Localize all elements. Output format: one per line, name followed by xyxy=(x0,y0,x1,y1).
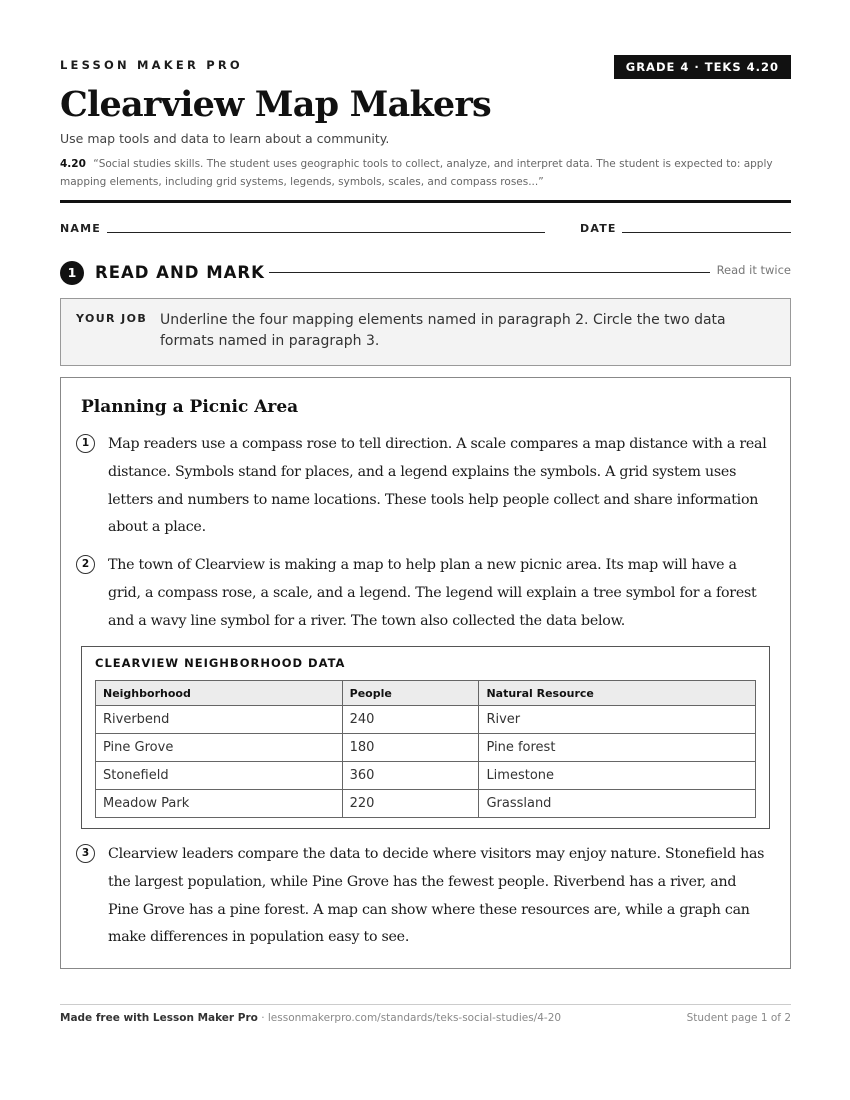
your-job-label: YOUR JOB xyxy=(76,312,148,325)
footer-url[interactable]: lessonmakerpro.com/standards/teks-social-studies/4-20 xyxy=(267,1012,562,1024)
standard-text: “Social studies skills. The student uses geographic tools to collect, analyze, and interpret data. The student is expected to: apply mapping elements, including grid systems, legends, symbols, scales, and compass roses...” xyxy=(60,158,773,188)
footer-page-number: Student page 1 of 2 xyxy=(686,1012,791,1024)
your-job-instructions: Underline the four mapping elements named in paragraph 2. Circle the two data formats named in paragraph 3. xyxy=(160,312,726,349)
section-note: Read it twice xyxy=(716,263,791,277)
date-field[interactable] xyxy=(622,232,791,233)
footer-separator: · xyxy=(257,1012,268,1024)
grade-badge: GRADE 4 · TEKS 4.20 xyxy=(614,55,791,79)
standard-statement xyxy=(60,156,791,191)
column-header: Natural Resource xyxy=(479,681,756,706)
table-cell: River xyxy=(479,706,756,734)
table-cell: Grassland xyxy=(479,790,756,818)
table-cell: Riverbend xyxy=(96,706,343,734)
section-number: 1 xyxy=(60,261,84,285)
table-cell: Pine Grove xyxy=(96,734,343,762)
table-header-row xyxy=(96,681,756,706)
table-cell: Limestone xyxy=(479,762,756,790)
section-rule xyxy=(269,272,710,273)
brand-name: LESSON MAKER PRO xyxy=(60,58,243,72)
table-cell: 240 xyxy=(342,706,479,734)
worksheet-title: Clearview Map Makers xyxy=(60,84,491,125)
neighborhood-data-table xyxy=(95,680,756,818)
worksheet-subtitle: Use map tools and data to learn about a community. xyxy=(60,131,390,146)
column-header: Neighborhood xyxy=(96,681,343,706)
section-title: READ AND MARK xyxy=(95,263,265,282)
your-job-box xyxy=(60,298,791,366)
name-label: NAME xyxy=(60,222,101,235)
name-field[interactable] xyxy=(107,232,545,233)
reading-passage xyxy=(60,377,791,969)
footer-made-with: Made free with Lesson Maker Pro xyxy=(60,1012,258,1024)
paragraph-number: 2 xyxy=(76,555,95,574)
table-cell: 360 xyxy=(342,762,479,790)
table-cell: Pine forest xyxy=(479,734,756,762)
passage-title: Planning a Picnic Area xyxy=(81,397,299,417)
column-header: People xyxy=(342,681,479,706)
table-cell: 220 xyxy=(342,790,479,818)
standard-code: 4.20 xyxy=(60,158,86,170)
worksheet-page xyxy=(60,0,791,1100)
table-row xyxy=(96,734,756,762)
paragraph-number: 1 xyxy=(76,434,95,453)
table-row xyxy=(96,790,756,818)
date-label: DATE xyxy=(580,222,617,235)
table-cell: Stonefield xyxy=(96,762,343,790)
data-table-title: CLEARVIEW NEIGHBORHOOD DATA xyxy=(95,656,346,670)
neighborhood-data-box xyxy=(81,646,770,829)
paragraph-text: Map readers use a compass rose to tell direction. A scale compares a map distance with a real distance. Symbols stand for places, and a legend explains the symbols. A grid system uses letters and numbers to name locations. These tools help people collect and share information about a place. xyxy=(108,436,767,536)
paragraph-number: 3 xyxy=(76,844,95,863)
table-cell: 180 xyxy=(342,734,479,762)
paragraph-text: The town of Clearview is making a map to help plan a new picnic area. Its map will have a grid, a compass rose, a scale, and a legend. The legend will explain a tree symbol for a forest and a wavy line symbol for a river. The town also collected the data below. xyxy=(108,557,757,629)
table-row xyxy=(96,706,756,734)
footer-credit xyxy=(60,1012,561,1024)
paragraph-text: Clearview leaders compare the data to decide where visitors may enjoy nature. Stonefield has the largest population, while Pine Grove has the fewest people. Riverbend has a river, and Pine Grove has a pine forest. A map can show where these resources are, while a graph can make differences in population easy to see. xyxy=(108,846,765,946)
table-row xyxy=(96,762,756,790)
table-cell: Meadow Park xyxy=(96,790,343,818)
footer-divider xyxy=(60,1004,791,1005)
header-divider xyxy=(60,200,791,203)
